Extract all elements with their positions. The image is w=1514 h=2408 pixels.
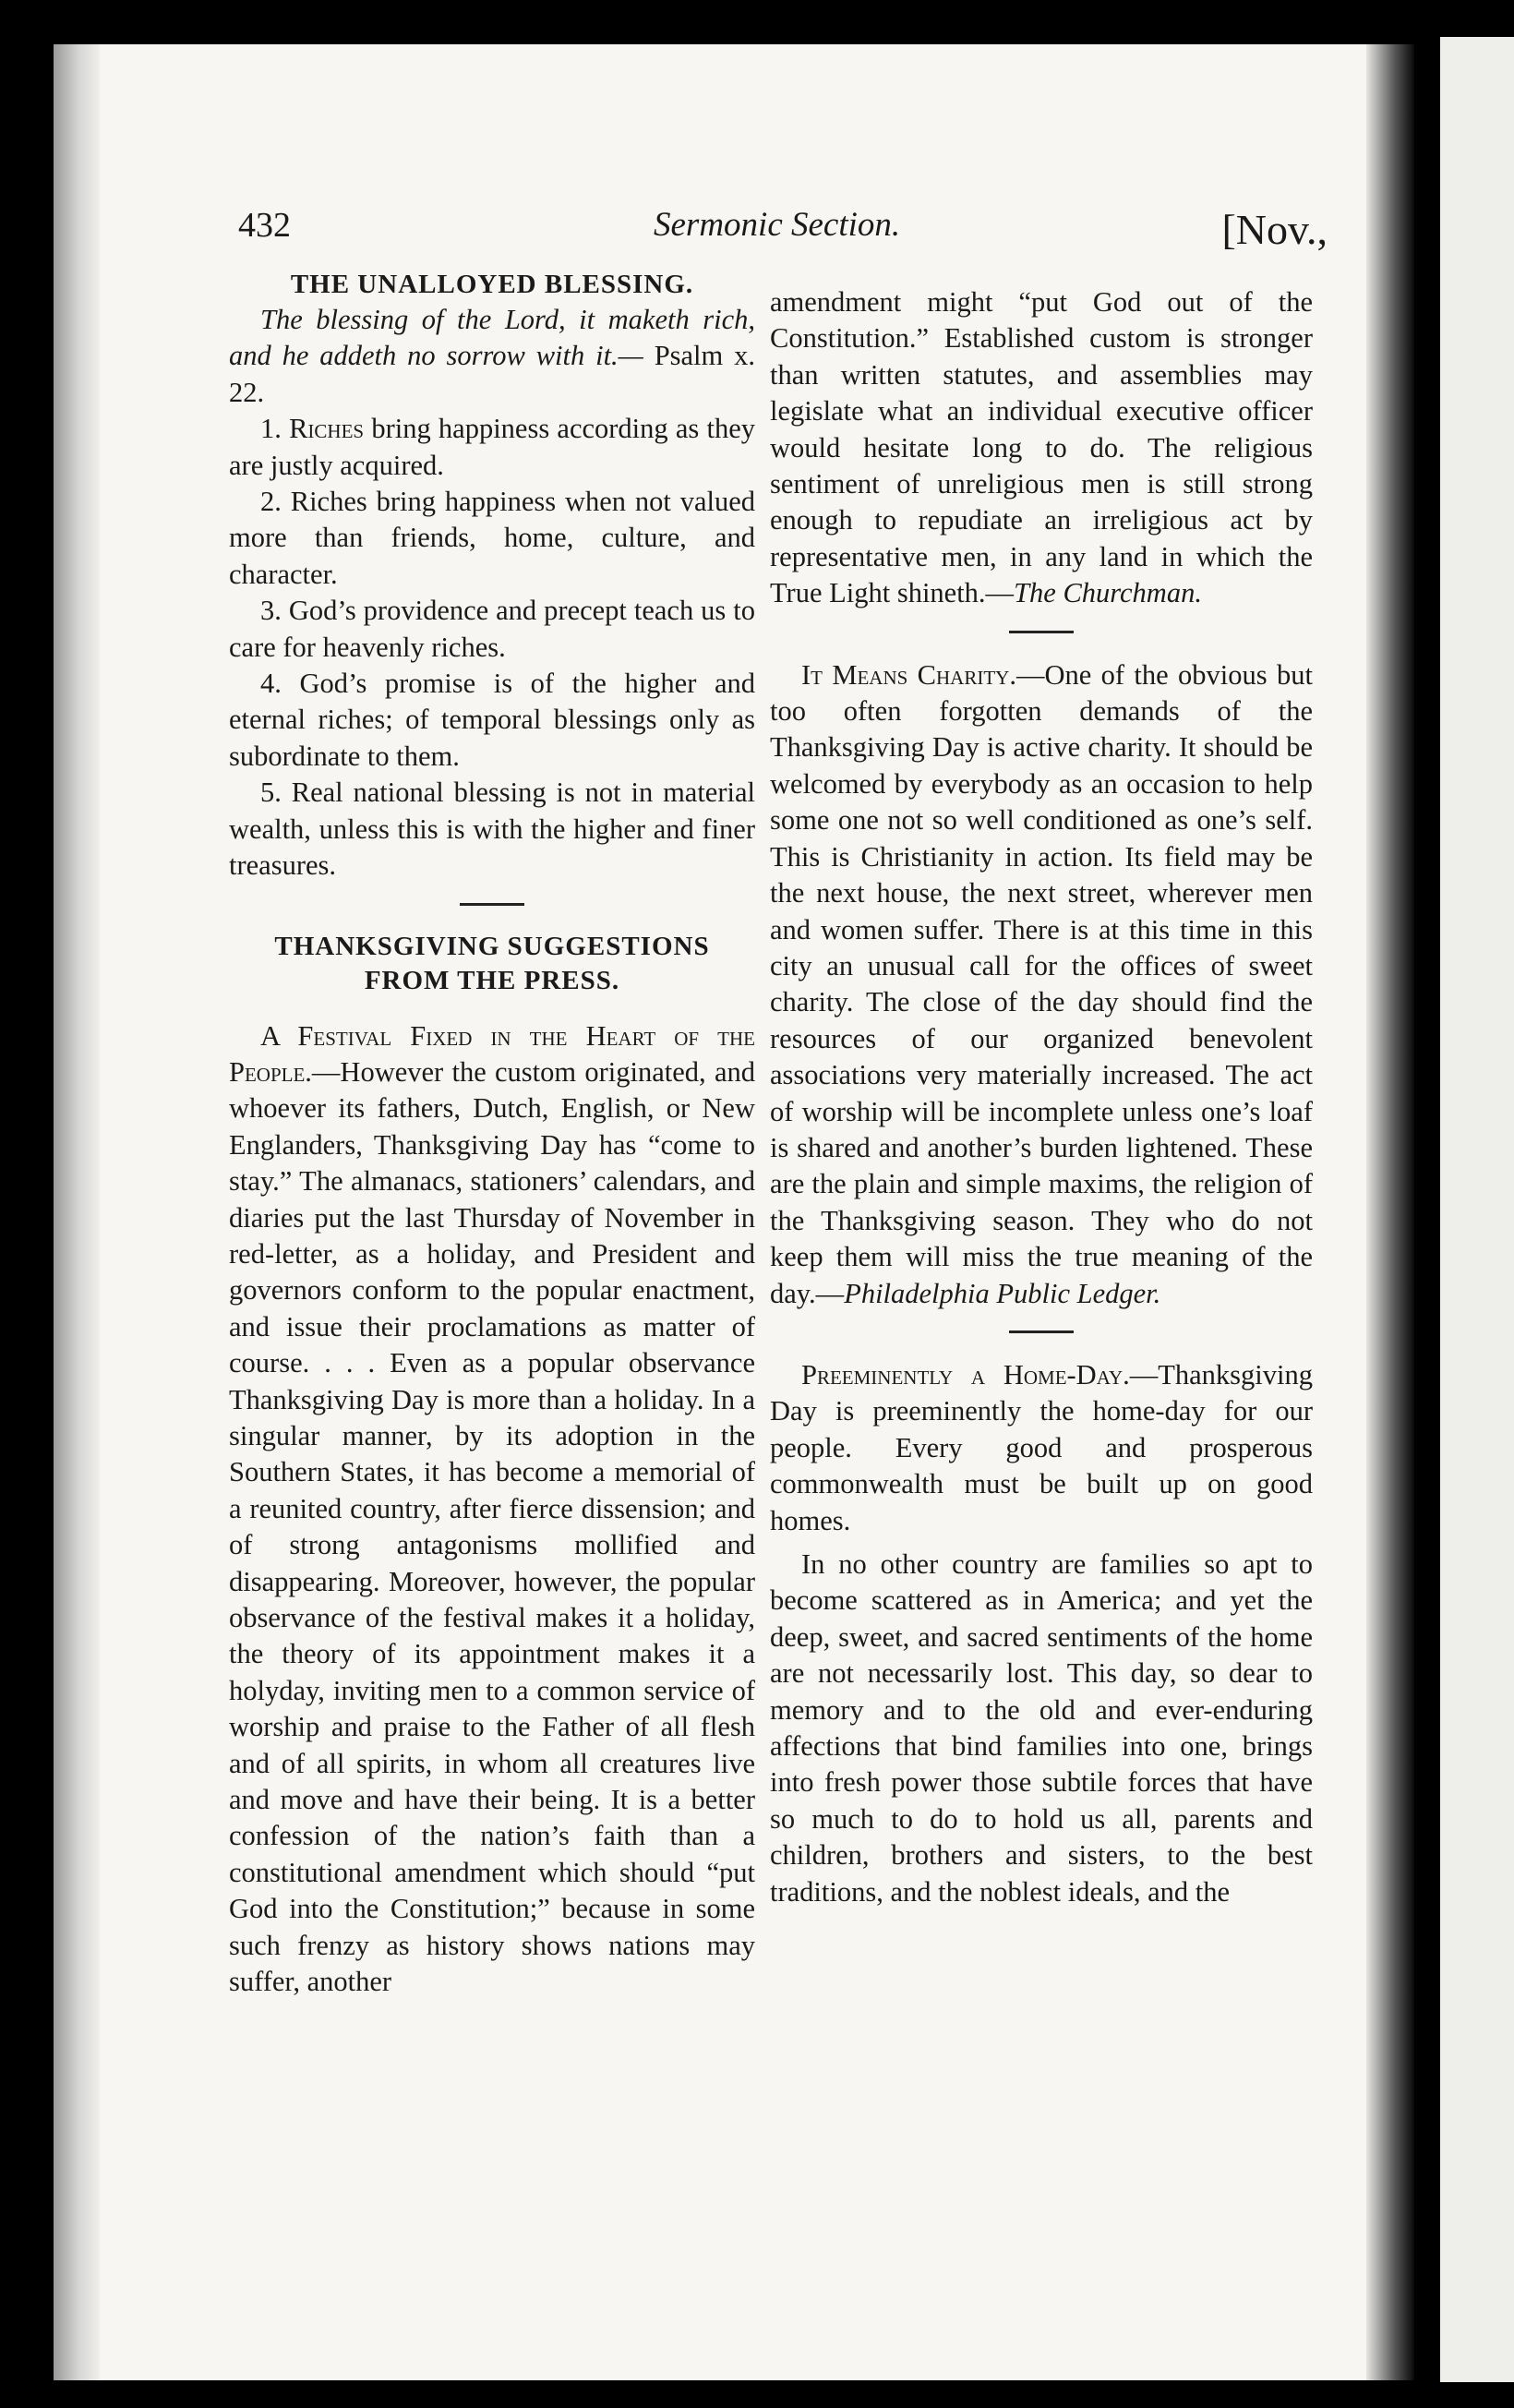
paragraph-body: —Thanksgiving Day is preeminently the home-day for our people. Every good and prosperous commonwealth must be built up on good homes.: [770, 1358, 1313, 1536]
list-item: [229, 411, 755, 484]
paragraph-home-day: [770, 1357, 1313, 1539]
paragraph-body: amendment might “put God out of the Constitution.” Established custom is stronger than written statutes, and assemblies may legislate what an individual executive officer would hesitate long to do. The religious sentiment of unreligious men is still strong enough to repudiate an irreligious act by representative men, in any land in which the True Light shineth.—: [770, 286, 1313, 609]
paragraph-festival: [229, 1018, 755, 2001]
item-text: bring happiness according as they are justly acquired.: [229, 413, 755, 481]
source-citation: Philadelphia Public Ledger.: [844, 1277, 1161, 1309]
epigraph-text: The blessing of the Lord, it maketh rich, and he addeth no sorrow with it.—: [229, 304, 755, 372]
book-gutter-shadow: [1366, 44, 1414, 2380]
paragraph-families: In no other country are families so apt to become scattered as in America; and yet the deep, sweet, and sacred sentiments of the home are not necessarily lost. This day, so dear to memory and to the old and ever-enduring affections that bind families into one, brings into fresh power those subtile forces that have so much to do to hold us all, parents and children, brothers and sisters, to the best traditions, and the noblest ideals, and the: [770, 1548, 1313, 1908]
paragraph-charity: [770, 657, 1313, 1312]
left-column: [229, 268, 755, 2000]
month-label: [Nov.,: [1221, 206, 1328, 253]
paragraph-body: —However the custom originated, and whoever its fathers, Dutch, English, or New Englanders, Thanksgiving Day has “come to stay.” The almanacs, stationers’ calendars, and diaries put the last Thursday of November in red-letter, as a holiday, and President and governors conform to the popular enactment, and issue their proclamations as matter of course. . . . Even as a popular observance Thanksgiving Day is more than a holiday. In a singular manner, by its adoption in the Southern States, it has become a memorial of a reunited country, after fierce dissension; and of strong antagonisms mollified and disappearing. Moreover, however, the popular observance of the festival makes it a holiday, the theory of its appointment makes it a holyday, inviting men to a common service of worship and praise to the Father of all flesh and of all spirits, in whom all creatures live and move and have their being. It is a better confession of the nation’s faith than a constitutional amendment which should “put God into the Constitution;” because in some such frenzy as history shows nations may suffer, another: [229, 1055, 755, 1998]
list-item: 4. God’s promise is of the higher and eternal riches; of temporal blessings only as subordinate to them.: [229, 668, 755, 772]
section-divider: [460, 903, 524, 906]
paragraph-lead: Preeminently a Home-Day.: [801, 1358, 1130, 1391]
list-item: 5. Real national blessing is not in material wealth, unless this is with the higher and finer treasures.: [229, 777, 755, 882]
source-citation: The Churchman.: [1014, 577, 1202, 609]
section-divider: [1009, 1330, 1074, 1333]
running-header: [238, 205, 1337, 260]
list-item: 2. Riches bring happiness when not valued more than friends, home, culture, and character.: [229, 486, 755, 590]
list-item: 3. God’s providence and precept teach us to care for heavenly riches.: [229, 595, 755, 663]
facing-page-edge: [1440, 37, 1514, 2382]
paragraph-body: —One of the obvious but too often forgotten demands of the Thanksgiving Day is active charity. It should be welcomed by everybody as an occasion to help some one not so well conditioned as one’s self. This is Christianity in action. Its field may be the next house, the next street, wherever men and women suffer. There is at this time in this city an unusual call for the offices of sweet charity. The close of the day should find the resources of our organized benevolent associations very materially increased. The act of worship will be incomplete unless one’s loaf is shared and another’s burden lightened. These are the plain and simple maxims, the religion of the Thanksgiving season. They who do not keep them will miss the true meaning of the day.—: [770, 658, 1313, 1309]
paragraph-lead: A Festival Fixed in the Heart of the People.: [229, 1019, 755, 1088]
paragraph-continued: [770, 284, 1313, 612]
epigraph-reference: Psalm x. 22.: [229, 340, 755, 408]
epigraph: [229, 302, 755, 411]
item-lead: 1. Riches: [260, 413, 365, 445]
page-edge-left: [54, 44, 100, 2380]
page-number: 432: [238, 206, 291, 245]
heading-thanksgiving-suggestions: THANKSGIVING SUGGESTIONS FROM THE PRESS.: [274, 931, 710, 995]
section-divider: [1009, 631, 1074, 633]
paragraph-lead: It Means Charity.: [801, 658, 1016, 691]
heading-unalloyed-blessing: THE UNALLOYED BLESSING.: [290, 270, 694, 299]
section-title: Sermonic Section.: [654, 206, 901, 244]
right-column: [770, 284, 1313, 1910]
